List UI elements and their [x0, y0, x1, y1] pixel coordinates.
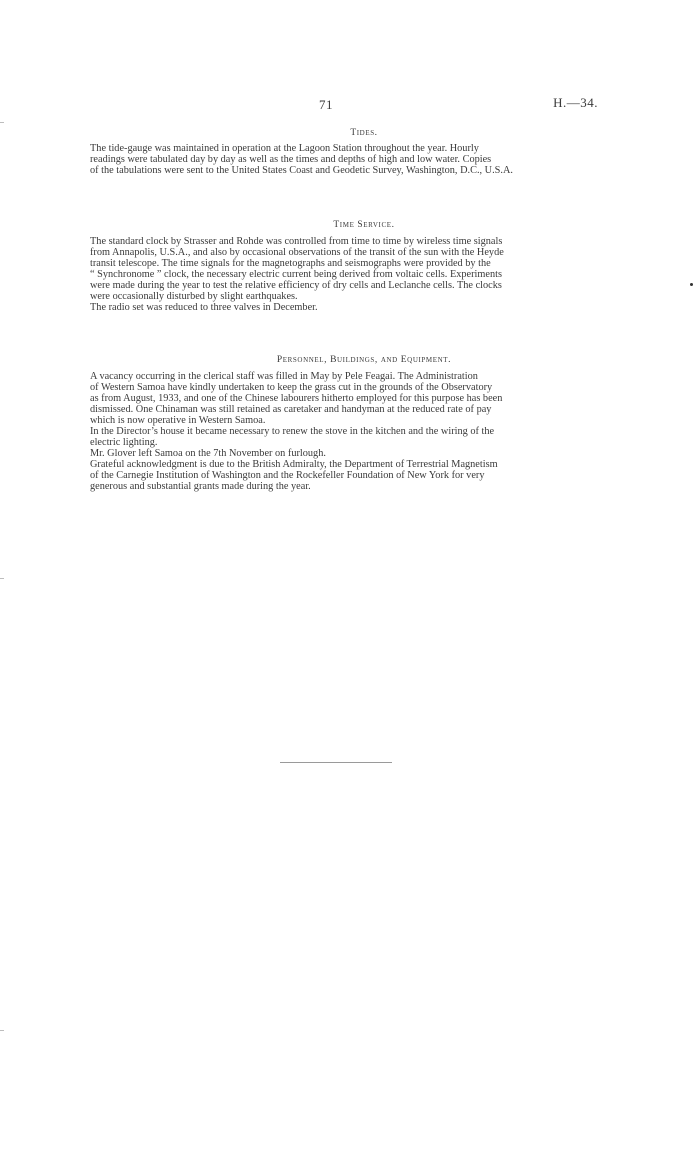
- paragraph: A vacancy occurring in the clerical staff was filled in May by Pele Feagai. The Administration of Western Samoa have kindly undertaken to keep the grass cut in the grounds of the Observatory as from August, 1933, and one of the Chinese labourers hitherto employed for this purpose has been dismissed. One Chinaman was still retained as caretaker and handyman at the reduced rate of pay which is now operative in Western Samoa.: [90, 371, 503, 426]
- paragraph: The radio set was reduced to three valves in December.: [90, 302, 318, 313]
- paragraph: The standard clock by Strasser and Rohde was controlled from time to time by wireless time signals from Annapolis, U.S.A., and also by occasional observations of the transit of the sun with the Heyde transit telescope. The time signals for the magnetographs and seismographs were provided by the “ Synchronome ” clock, the necessary electric current being derived from voltaic cells. Experiments were made during the year to test the relative efficiency of dry cells and Leclanche cells. The clocks were occasionally disturbed by slight earthquakes.: [90, 236, 504, 302]
- paragraph: In the Director’s house it became necessary to renew the stove in the kitchen and the wiring of the electric lighting.: [90, 426, 495, 448]
- paragraph: The tide-gauge was maintained in operation at the Lagoon Station throughout the year. Hourly readings were tabulated day by day as well as the times and depths of high and low water. Copies of the tabulations were sent to the United States Coast and Geodetic Survey, Washington, D.C., U.S.A.: [90, 143, 513, 176]
- margin-tick: [0, 1030, 4, 1031]
- margin-tick: [0, 578, 4, 579]
- paragraph: Grateful acknowledgment is due to the British Admiralty, the Department of Terrestrial Magnetism of the Carnegie Institution of Washington and the Rockefeller Foundation of New York for very generous and substantial grants made during the year.: [90, 459, 498, 492]
- document-reference: H.—34.: [553, 95, 598, 110]
- page-number: 71: [319, 97, 333, 112]
- margin-dot: [690, 283, 693, 286]
- section-personnel: [90, 355, 598, 492]
- document-body: [90, 128, 598, 492]
- section-title-tides: Tides.: [350, 128, 378, 138]
- paragraph: Mr. Glover left Samoa on the 7th November on furlough.: [90, 448, 326, 459]
- section-title-time-service: Time Service.: [333, 220, 395, 230]
- section-title-personnel: Personnel, Buildings, and Equipment.: [276, 355, 452, 365]
- end-rule-divider: [280, 762, 392, 763]
- margin-tick: [0, 122, 4, 123]
- section-time-service: [90, 220, 598, 313]
- section-tides: [90, 128, 598, 176]
